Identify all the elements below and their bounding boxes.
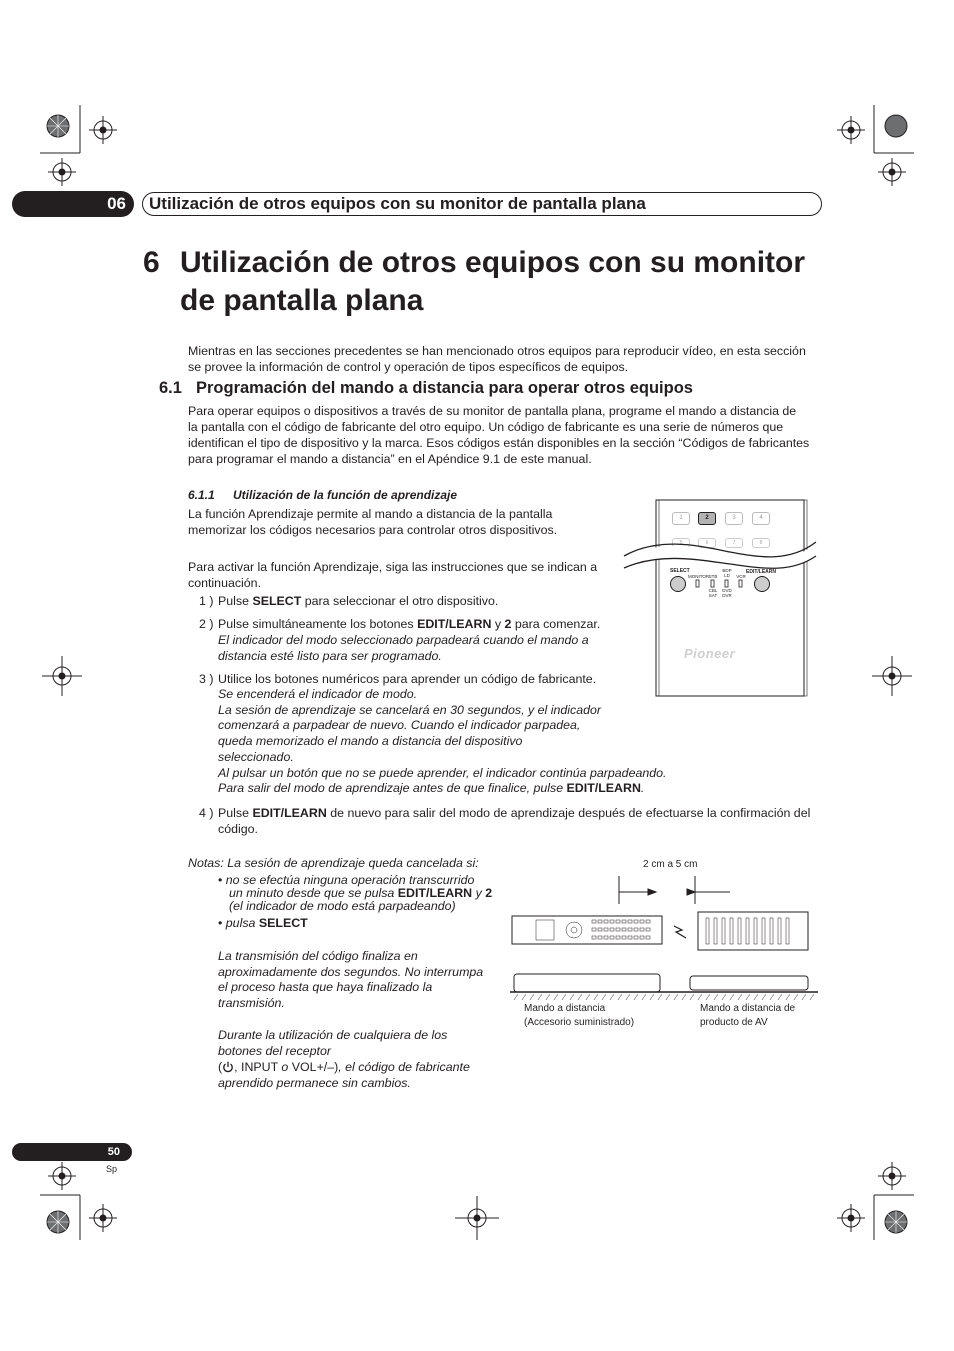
note-line: el proceso hasta que haya finalizado la [218, 980, 433, 995]
select-key-label: SELECT [252, 594, 302, 608]
note-line: aproximadamente dos segundos. No interrumpa [218, 964, 484, 979]
paragraph-line: la pantalla con el código de fabricante del otro equipo. Un código de fabricante es una serie de números que [188, 420, 784, 434]
note-text: y [472, 886, 486, 900]
step-text: para comenzar. [511, 617, 601, 631]
notes-bullet-2: • pulsa SELECT [218, 916, 308, 930]
note-text: , INPUT [234, 1060, 282, 1075]
mode-label: VCR [736, 574, 746, 579]
note-line: Al pulsar un botón que no se puede aprender, el indicador continúa parpadeando. [218, 765, 667, 780]
remote-key-2-highlighted: 2 [698, 512, 716, 525]
paragraph-line: Para operar equipos o dispositivos a través de su monitor de pantalla plana, programe el mando a distancia de [188, 404, 797, 418]
note-line [218, 781, 666, 797]
section-title: Programación del mando a distancia para operar otros equipos [196, 379, 693, 397]
paragraph-line: La función Aprendizaje permite al mando a distancia de la pantalla [188, 507, 553, 521]
chapter-header-title: Utilización de otros equipos con su monitor de pantalla plana [142, 192, 822, 216]
step-text: Pulse simultáneamente los botones [218, 617, 418, 631]
step-3-notes [218, 687, 666, 797]
paragraph-line: Para activar la función Aprendizaje, siga las instrucciones que se indican a [188, 560, 598, 574]
chapter-number-badge: 06 [12, 191, 134, 217]
learning-paragraph-2 [188, 559, 618, 591]
bullet-line: (el indicador de modo está parpadeando) [229, 899, 456, 913]
step-2-text [218, 616, 600, 632]
key-2-label: 2 [504, 617, 512, 631]
note-text: o [281, 1060, 289, 1075]
mode-label: BDP [722, 568, 732, 573]
paragraph-line: continuación. [188, 576, 262, 590]
mode-label: DVR [722, 593, 732, 598]
step-text: para seleccionar el otro dispositivo. [301, 594, 499, 608]
note-line: aprendido permanece sin cambios. [218, 1075, 411, 1090]
paragraph-line: memorizar los códigos necesarios para controlar otros dispositivos. [188, 523, 558, 537]
caption-line: producto de AV [700, 1017, 768, 1028]
note-line: queda memorizado el mando a distancia del dispositivo [218, 734, 523, 749]
subsection-number: 6.1.1 [188, 488, 215, 502]
step-3-number: 3 ) [199, 672, 214, 686]
step-1-text [218, 593, 498, 609]
step-text: Pulse [218, 806, 253, 820]
note-line: El indicador del modo seleccionado parpadeará cuando el mando a [218, 633, 589, 647]
note-text: un minuto desde que se pulsa [229, 886, 398, 900]
step-3-text: Utilice los botones numéricos para aprender un código de fabricante. [218, 672, 597, 686]
paragraph-line: para programar el mando a distancia” en el Apéndice 9.1 de este manual. [188, 452, 592, 466]
note-line: La transmisión del código finaliza en [218, 949, 418, 963]
note-text: . [640, 781, 645, 796]
remote-key: 1 [672, 512, 690, 525]
subsection-title: Utilización de la función de aprendizaje [233, 488, 458, 502]
edit-learn-key-label: EDIT/LEARN [417, 617, 492, 631]
note-line: botones del receptor [218, 1043, 331, 1058]
pioneer-logo: Pioneer [684, 646, 736, 661]
notes-paragraph-2 [218, 949, 483, 1011]
remote-key: 4 [752, 512, 770, 525]
note-text: , el código de fabricante [338, 1060, 470, 1075]
language-label: Sp [106, 1164, 118, 1174]
step-4-text [218, 805, 810, 837]
edit-learn-key-label: EDIT/LEARN [252, 806, 327, 820]
note-text: no se efectúa ninguna operación transcurrido [225, 873, 475, 887]
select-key-label: SELECT [258, 916, 308, 930]
remote-illustration [620, 500, 820, 700]
step-text: de nuevo para salir del modo de aprendizaje después de efectuarse la confirmación del [326, 806, 811, 820]
step-2-note [218, 632, 589, 664]
mode-label: DVD [722, 588, 732, 593]
section-number: 6.1 [159, 379, 182, 397]
notes-paragraph-3 [218, 1028, 470, 1091]
step-4-number: 4 ) [199, 806, 214, 820]
caption-line: Mando a distancia de [700, 1003, 796, 1014]
note-text: pulsa [225, 916, 259, 930]
paragraph-line: identifican el tipo de dispositivo y la marca. Esos códigos están disponibles en la sección “Códigos de fabricantes [188, 436, 810, 450]
step-1-number: 1 ) [199, 594, 214, 608]
note-text: Para salir del modo de aprendizaje antes de que finalice, pulse [218, 781, 567, 796]
page-title-line2: de pantalla plana [180, 284, 424, 317]
note-line: Durante la utilización de cualquiera de los [218, 1028, 448, 1042]
edit-learn-key-label: EDIT/LEARN [566, 781, 641, 796]
note-line: transmisión. [218, 995, 285, 1010]
remote-key: 7 [725, 538, 743, 548]
remote-key: 5 [672, 538, 690, 548]
distance-label: 2 cm a 5 cm [643, 859, 698, 870]
note-line: ( , INPUT o VOL+/–), el código de fabricante [218, 1060, 470, 1075]
bullet-line: • no se efectúa ninguna operación transcurrido [218, 873, 475, 887]
notes-heading: Notas: La sesión de aprendizaje queda cancelada si: [188, 856, 479, 870]
remote-mode-bdp [720, 568, 734, 578]
note-line: seleccionado. [218, 749, 294, 764]
note-line: distancia esté listo para ser programado. [218, 649, 442, 663]
page-number: 50 [12, 1143, 132, 1161]
notes-bullet-1 [218, 874, 492, 913]
remote-edit-learn-label: EDIT/LEARN [746, 569, 776, 575]
intro-line: Mientras en las secciones precedentes se han mencionado otros equipos para reproducir vídeo, en esta sección [188, 344, 806, 358]
intro-line: se provee la información de control y operación de tipos específicos de equipos. [188, 360, 629, 374]
caption-line: Mando a distancia [524, 1003, 606, 1014]
note-line: comenzará a parpadear de nuevo. Cuando el indicador parpadea, [218, 718, 581, 733]
right-remote-caption [700, 1002, 795, 1030]
mode-label: STB [708, 574, 718, 579]
section-paragraph [188, 403, 828, 467]
remote-select-label: SELECT [670, 568, 690, 574]
caption-line: (Accesorio suministrado) [524, 1017, 635, 1028]
step-line [218, 805, 810, 821]
note-line: La sesión de aprendizaje se cancelará en 30 segundos, y el indicador [218, 702, 601, 717]
mode-label: CBL [708, 588, 718, 593]
step-2-number: 2 ) [199, 617, 214, 631]
note-text: VOL+/–) [288, 1060, 339, 1075]
note-line: Se encenderá el indicador de modo. [218, 687, 418, 701]
learning-paragraph-1 [188, 506, 618, 538]
mode-label: MONITOR [688, 574, 710, 579]
chapter-number: 6 [143, 246, 160, 279]
remote-outline [620, 500, 820, 700]
edit-learn-key-label: EDIT/LEARN [397, 886, 473, 900]
remote-key: 3 [725, 512, 743, 525]
mode-label: LD [724, 573, 730, 578]
page-title-line1: Utilización de otros equipos con su monitor [180, 246, 806, 279]
key-2-label: 2 [485, 886, 493, 900]
remote-key: 6 [698, 538, 716, 548]
left-remote-caption [524, 1002, 634, 1030]
mode-label: SAT [708, 593, 718, 598]
power-icon [222, 1061, 234, 1073]
mode-indicator-icons [620, 578, 820, 598]
step-text: Pulse [218, 594, 253, 608]
remote-key: 8 [752, 538, 770, 548]
step-line: código. [218, 822, 258, 836]
intro-paragraph [188, 343, 828, 375]
step-text: y [491, 617, 505, 631]
